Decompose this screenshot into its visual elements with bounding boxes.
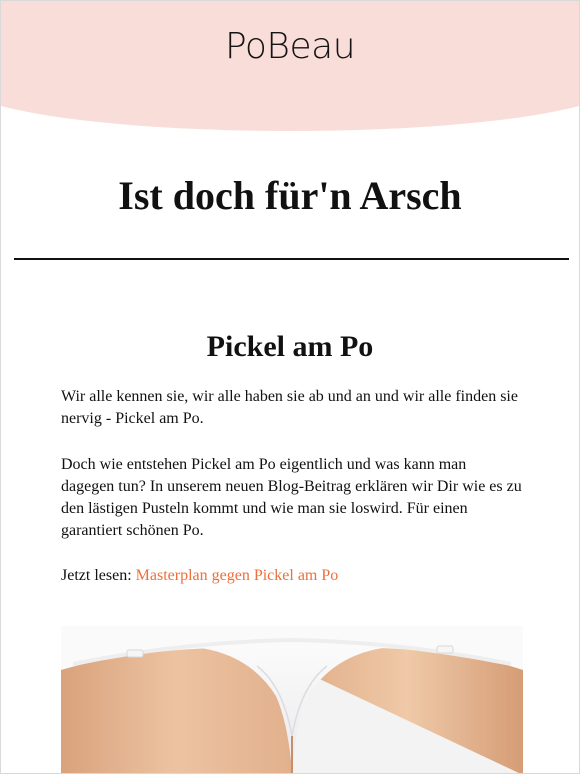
article-intro-paragraph: Wir alle kennen sie, wir alle haben sie ab und an und wir alle finden sie nervig - Pickel am Po. bbox=[61, 388, 518, 427]
article-title: Pickel am Po bbox=[206, 330, 374, 363]
header-banner bbox=[1, 1, 579, 133]
hero-photo-illustration bbox=[61, 626, 523, 774]
read-article-link[interactable]: Masterplan gegen Pickel am Po bbox=[135, 567, 339, 584]
read-more-prefix: Jetzt lesen: bbox=[61, 567, 136, 584]
newsletter-title: Ist doch für'n Arsch bbox=[118, 173, 462, 218]
read-more-line bbox=[61, 565, 523, 587]
brand-logo[interactable]: PoBeau bbox=[224, 26, 356, 67]
section-divider bbox=[14, 258, 569, 260]
article-body-paragraph: Doch wie entstehen Pickel am Po eigentlich und was kann man dagegen tun? In unserem neuen Blog-Beitrag erklären wir Dir wie es zu den lästigen Pusteln kommt und wie man sie loswird. Für einen garantiert schönen Po. bbox=[61, 456, 522, 539]
hero-image[interactable] bbox=[61, 626, 523, 774]
